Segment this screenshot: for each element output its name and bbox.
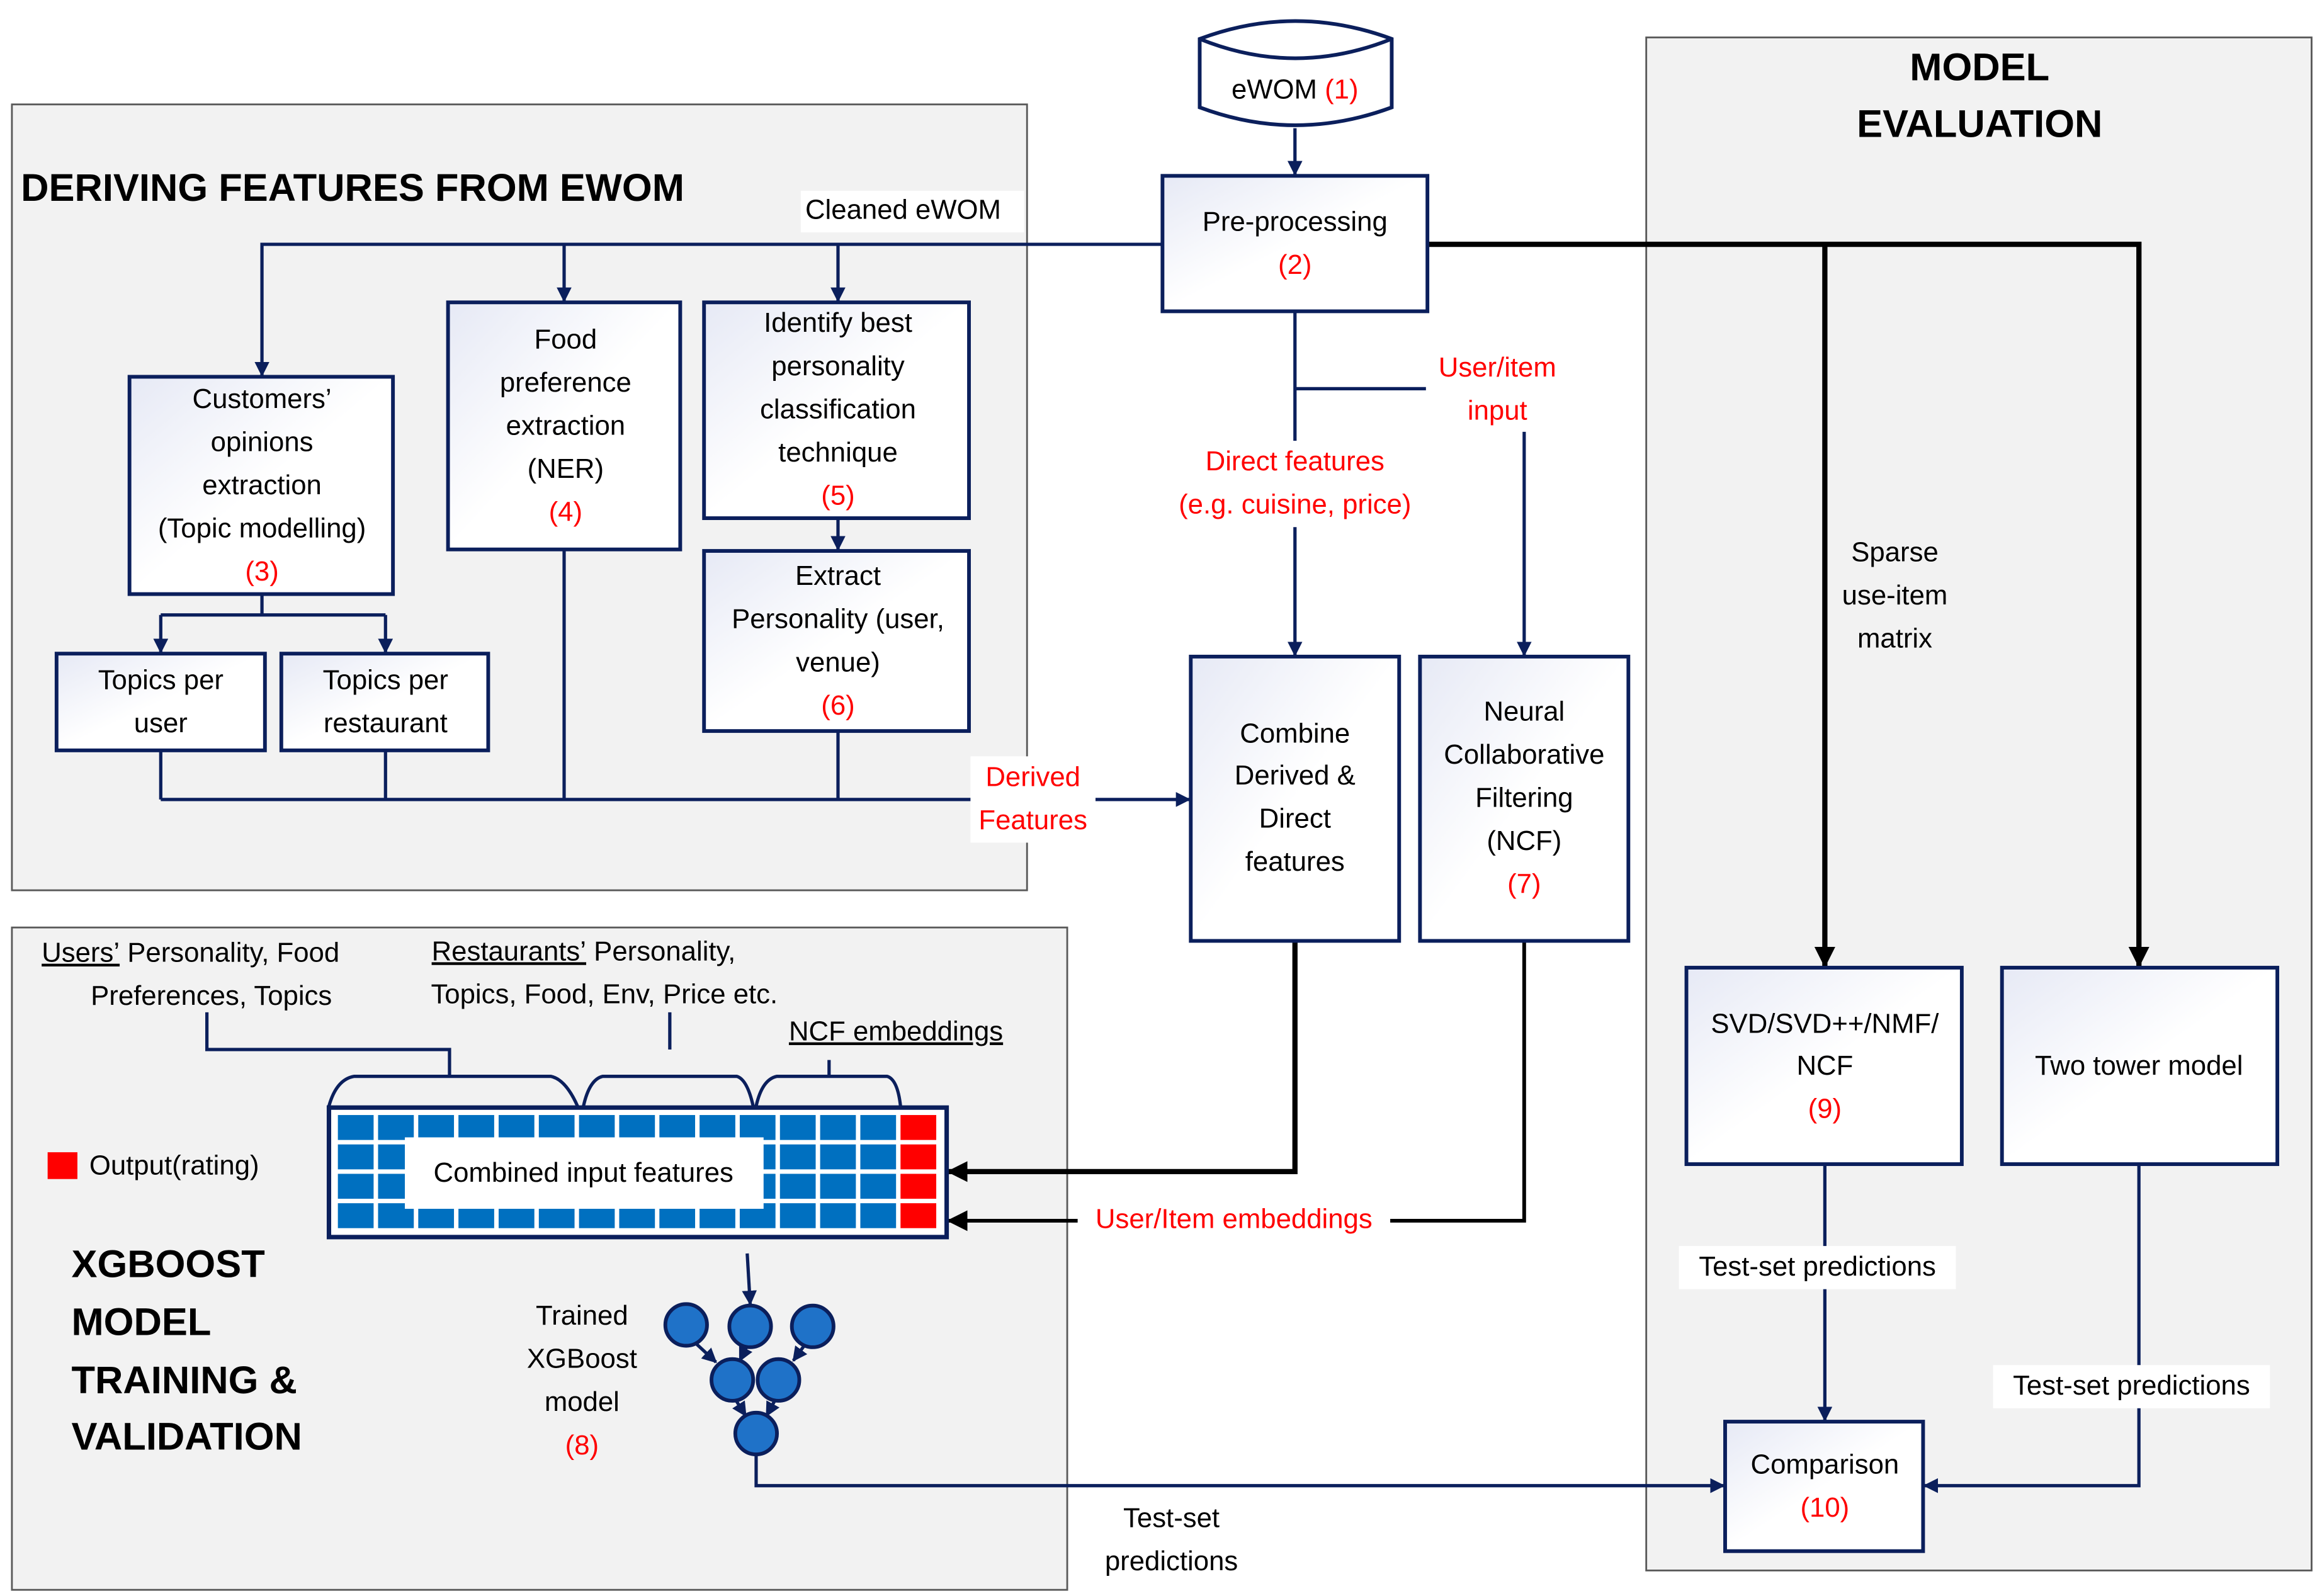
feature-cell	[780, 1115, 816, 1140]
feature-cell	[378, 1115, 414, 1140]
feature-cell	[820, 1145, 856, 1170]
box-label: NCF	[1796, 1050, 1854, 1081]
feature-cell	[860, 1203, 896, 1228]
box-label: Customers’	[192, 383, 332, 414]
direct-features-label: (e.g. cuisine, price)	[1179, 489, 1412, 520]
model-evaluation-panel	[1646, 37, 2312, 1570]
feature-cell	[860, 1115, 896, 1140]
feature-cell	[539, 1115, 575, 1140]
identify-personality-box[interactable]	[704, 302, 969, 518]
box-label: features	[1245, 846, 1345, 878]
extract-personality-box[interactable]	[704, 551, 969, 731]
box-label: (NER)	[527, 453, 604, 484]
restaurants-features-label: Topics, Food, Env, Price etc.	[431, 978, 778, 1010]
step-number: (8)	[565, 1429, 599, 1461]
feature-cell	[780, 1145, 816, 1170]
box-label: Personality (user,	[732, 603, 944, 635]
topics-per-restaurant-box[interactable]	[281, 654, 489, 750]
step-number: (4)	[548, 496, 583, 528]
box-label: restaurant	[323, 708, 448, 739]
feature-cell	[860, 1145, 896, 1170]
box-label: Pre-processing	[1202, 206, 1388, 237]
restaurants-features-label: Restaurants’ Personality,	[431, 935, 736, 966]
xgboost-title: MODEL	[71, 1300, 212, 1344]
box-label: extraction	[202, 469, 322, 501]
feature-cell	[499, 1115, 535, 1140]
xgboost-label: Trained	[536, 1300, 628, 1332]
output-cell	[900, 1174, 936, 1199]
model-evaluation-title: EVALUATION	[1857, 102, 2103, 146]
box-label: user	[133, 708, 188, 739]
box-label: Topics per	[98, 664, 224, 696]
model-evaluation-title: MODEL	[1910, 45, 2050, 89]
feature-cell	[780, 1203, 816, 1228]
output-cell	[900, 1115, 936, 1140]
feature-cell	[458, 1115, 494, 1140]
box-label: Filtering	[1475, 782, 1573, 813]
box-label: Topics per	[322, 664, 448, 696]
step-number: (7)	[1507, 868, 1541, 900]
step-number: (5)	[821, 480, 855, 511]
xgboost-title: XGBOOST	[71, 1242, 265, 1286]
test-set-predictions-label: Test-set	[1123, 1502, 1220, 1534]
box-label: Direct	[1259, 803, 1331, 834]
users-features-label: Users’ Personality, Food	[42, 937, 340, 968]
box-label: extraction	[506, 410, 626, 441]
output-legend-swatch	[48, 1152, 77, 1179]
box-label: Food	[534, 324, 597, 355]
cleaned-ewom-label: Cleaned eWOM	[805, 194, 1001, 225]
xgboost-label: XGBoost	[526, 1343, 637, 1374]
topics-per-user-box[interactable]	[57, 654, 265, 750]
box-label: Two tower model	[2034, 1050, 2243, 1081]
user-item-input-label: User/item	[1438, 352, 1556, 383]
box-label: Identify best	[764, 307, 912, 339]
two-tower-box[interactable]	[2002, 968, 2277, 1164]
sparse-matrix-label: Sparse	[1851, 536, 1939, 568]
output-legend-label: Output(rating)	[89, 1150, 259, 1181]
ewom-database[interactable]	[1199, 21, 1391, 125]
box-label: Comparison	[1750, 1449, 1900, 1480]
feature-cell	[820, 1203, 856, 1228]
user-item-input-label: input	[1467, 395, 1527, 426]
box-label: technique	[778, 436, 898, 468]
feature-cell	[418, 1115, 454, 1140]
feature-cell	[338, 1203, 374, 1228]
derived-features-label: Features	[978, 804, 1087, 835]
feature-cell	[740, 1115, 776, 1140]
step-number: (10)	[1800, 1492, 1850, 1524]
xgboost-title: TRAINING &	[71, 1358, 297, 1402]
output-cell	[900, 1203, 936, 1228]
feature-cell	[619, 1115, 655, 1140]
combined-input-features-label: Combined input features	[433, 1157, 733, 1189]
direct-features-label: Direct features	[1205, 446, 1385, 477]
box-label: Neural	[1483, 696, 1565, 727]
box-label: preference	[499, 366, 631, 398]
ncf-embeddings-label: NCF embeddings	[788, 1016, 1004, 1047]
test-set-predictions-label: Test-set predictions	[1699, 1251, 1936, 1282]
ncf-box[interactable]	[1420, 657, 1628, 941]
test-set-predictions-label: Test-set predictions	[2013, 1370, 2250, 1401]
box-label: personality	[771, 350, 905, 382]
svd-box[interactable]	[1687, 968, 1962, 1164]
xgboost-label: model	[544, 1386, 620, 1418]
users-features-label: Preferences, Topics	[91, 980, 332, 1011]
feature-cell	[338, 1174, 374, 1199]
deriving-features-title: DERIVING FEATURES FROM EWOM	[21, 166, 684, 210]
combined-input-features-grid	[329, 1107, 946, 1237]
box-label: Extract	[795, 560, 881, 592]
preprocessing-box[interactable]	[1162, 176, 1427, 311]
box-label: (Topic modelling)	[157, 512, 366, 544]
box-label: classification	[760, 393, 916, 425]
feature-cell	[820, 1115, 856, 1140]
ewom-label: eWOM (1)	[1231, 74, 1359, 105]
feature-cell	[338, 1115, 374, 1140]
step-number: (9)	[1808, 1093, 1842, 1124]
sparse-matrix-label: use-item	[1842, 579, 1948, 611]
box-label: Collaborative	[1444, 739, 1605, 770]
box-label: opinions	[210, 426, 314, 458]
output-cell	[900, 1145, 936, 1170]
feature-cell	[338, 1145, 374, 1170]
feature-cell	[699, 1115, 735, 1140]
step-number: (6)	[821, 689, 855, 721]
feature-cell	[659, 1115, 695, 1140]
combine-features-box[interactable]	[1191, 657, 1399, 941]
box-label: SVD/SVD++/NMF/	[1711, 1008, 1939, 1039]
feature-cell	[860, 1174, 896, 1199]
step-number: (2)	[1278, 249, 1312, 281]
box-label: Combine	[1240, 718, 1351, 749]
feature-cell	[780, 1174, 816, 1199]
user-item-embeddings-label: User/Item embeddings	[1095, 1203, 1373, 1235]
box-label: venue)	[796, 647, 880, 678]
step-number: (3)	[245, 556, 279, 587]
comparison-box[interactable]	[1725, 1422, 1923, 1551]
feature-cell	[579, 1115, 615, 1140]
opinions-extraction-box[interactable]	[130, 376, 393, 594]
xgboost-title: VALIDATION	[71, 1415, 302, 1459]
derived-features-label: Derived	[985, 761, 1081, 793]
feature-cell	[820, 1174, 856, 1199]
sparse-matrix-label: matrix	[1857, 623, 1933, 654]
box-label: Derived &	[1234, 759, 1356, 791]
test-set-predictions-label: predictions	[1104, 1546, 1238, 1577]
food-preference-box[interactable]	[448, 302, 681, 549]
box-label: (NCF)	[1487, 825, 1562, 856]
